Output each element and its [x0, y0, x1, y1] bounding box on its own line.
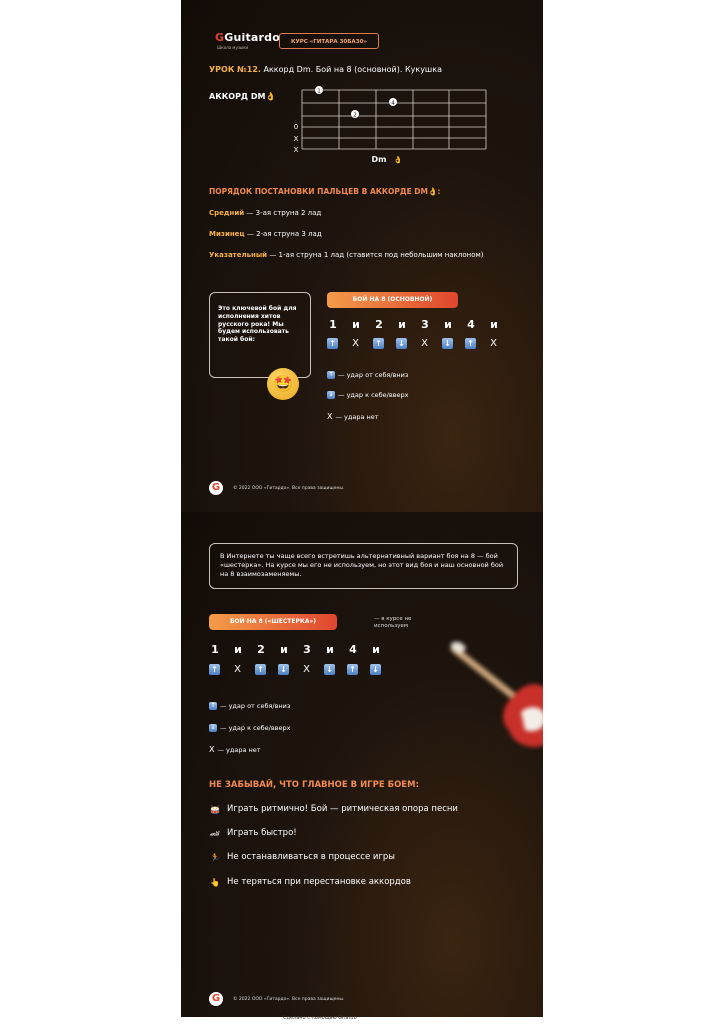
count: и	[372, 643, 380, 656]
finger-dot-1	[315, 86, 323, 94]
finger-item: Средний — 3-ая струна 2 лад	[209, 209, 322, 217]
count: и	[326, 643, 334, 656]
course-badge: КУРС «ГИТАРА 30БАЗ0»	[279, 33, 379, 49]
up-arrow-icon: ↑	[209, 664, 220, 675]
tip-item: 🏃 Не останавливаться в процессе игры	[210, 852, 396, 862]
bottom-credit: Сделано с помощью Gitardo	[283, 1015, 357, 1021]
count: 3	[421, 318, 429, 331]
count: 1	[211, 643, 219, 656]
legend-down: ↑ — удар от себя/вниз	[210, 702, 291, 710]
guitardo-g-icon: G	[209, 481, 223, 495]
finger-item: Указательный — 1-ая струна 1 лад (ставится под небольшим наклоном)	[209, 251, 484, 259]
strum6-pattern	[209, 664, 381, 675]
svg-text:1: 1	[317, 88, 321, 95]
footer-copyright: © 2022 ООО «Гитардо». Все права защищены.	[233, 486, 345, 491]
down-arrow-icon: ↓	[324, 664, 335, 675]
down-arrow-icon: ↓	[370, 664, 381, 675]
muted-string-mark: X	[293, 135, 299, 143]
page-1	[181, 0, 543, 512]
legend-down: ↑ — удар от себя/вниз	[328, 371, 409, 379]
strum6-counts	[206, 643, 385, 656]
strum6-label: БОЙ НА 8 («ШЕСТЕРКА»)	[209, 614, 337, 630]
count: 3	[303, 643, 311, 656]
fingers-heading: ПОРЯДОК ПОСТАНОВКИ ПАЛЬЦЕВ В АККОРДЕ DM👌:	[209, 187, 441, 196]
up-arrow-icon: ↑	[347, 664, 358, 675]
star-struck-icon: 🤩	[267, 368, 299, 400]
svg-text:2: 2	[353, 112, 357, 119]
ok-hand-icon: 👌	[265, 92, 276, 101]
up-arrow-icon: ↑	[328, 371, 334, 378]
count: 1	[329, 318, 337, 331]
no-strike-mark: X	[234, 664, 241, 675]
legend-none: X — удара нет	[327, 412, 379, 421]
ok-hand-icon: 👌	[428, 187, 438, 196]
strum6-note: — в курсе не используем	[374, 616, 412, 630]
down-arrow-icon: ↓	[396, 338, 407, 349]
page-2	[181, 512, 543, 1017]
guitardo-g-icon: G	[209, 992, 223, 1006]
up-arrow-icon: ↑	[465, 338, 476, 349]
logo-subtitle: Школа музыки	[217, 45, 249, 50]
down-arrow-icon: ↓	[328, 391, 334, 398]
tip-item: 🏎 Играть быстро!	[209, 828, 297, 838]
count: и	[352, 318, 360, 331]
tip-item: 🥁 Играть ритмично! Бой — ритмическая опора песни	[210, 804, 458, 814]
no-strike-mark: X	[303, 664, 310, 675]
count: 2	[257, 643, 265, 656]
no-strike-mark: X	[490, 338, 497, 349]
runner-icon: 🏃	[210, 852, 220, 862]
up-arrow-icon: ↑	[327, 338, 338, 349]
muted-string-mark: X	[293, 146, 299, 154]
count: 2	[375, 318, 383, 331]
guitardo-logo: GGuitardo	[215, 31, 281, 44]
count: 4	[467, 318, 475, 331]
ok-hand-icon: 👌	[393, 156, 403, 164]
finger-dot-4	[389, 98, 397, 106]
up-arrow-icon: ↑	[210, 702, 216, 709]
lesson-title: Аккорд Dm. Бой на 8 (основной). Кукушка	[263, 65, 442, 74]
quote-box: Это ключевой бой для исполнения хитов русского рока! Мы будем использовать такой бой:	[209, 292, 311, 378]
count: и	[398, 318, 406, 331]
strum8-pattern	[327, 338, 499, 349]
count: и	[444, 318, 452, 331]
pointing-finger-icon: 👆	[210, 877, 220, 887]
count: и	[234, 643, 242, 656]
info-box: В Интернете ты чаще всего встретишь альтернативный вариант боя на 8 — бой «шестерка». На курсе мы его не используем, но этот вид боя и наш основной бой на 8 взаимозаменяемы.	[209, 543, 518, 589]
svg-text:4: 4	[391, 100, 395, 107]
up-arrow-icon: ↑	[373, 338, 384, 349]
legend-up: ↓ — удар к себе/вверх	[210, 724, 291, 732]
chord-diagram	[181, 0, 543, 170]
remember-heading: НЕ ЗАБЫВАЙ, ЧТО ГЛАВНОЕ В ИГРЕ БОЕМ:	[209, 780, 419, 790]
drum-icon: 🥁	[210, 804, 220, 814]
down-arrow-icon: ↓	[210, 724, 216, 731]
finger-dot-2	[351, 110, 359, 118]
strum8-label: БОЙ НА 8 (ОСНОВНОЙ)	[327, 292, 458, 308]
chord-name: Dm	[371, 155, 387, 164]
legend-none: X — удара нет	[209, 745, 261, 754]
down-arrow-icon: ↓	[442, 338, 453, 349]
no-strike-mark: X	[421, 338, 428, 349]
finger-item: Мизинец — 2-ая струна 3 лад	[209, 230, 322, 238]
lesson-number: УРОК №12.	[209, 65, 261, 74]
down-arrow-icon: ↓	[278, 664, 289, 675]
legend-up: ↓ — удар к себе/вверх	[328, 391, 409, 399]
electric-guitar-image	[451, 642, 543, 752]
count: и	[490, 318, 498, 331]
open-string-mark: 0	[293, 123, 299, 131]
up-arrow-icon: ↑	[255, 664, 266, 675]
count: и	[280, 643, 288, 656]
footer-copyright: © 2022 ООО «Гитардо». Все права защищены.	[233, 997, 345, 1002]
no-strike-mark: X	[352, 338, 359, 349]
chord-title: АККОРД DM👌	[209, 92, 276, 101]
tip-item: 👆 Не теряться при перестановке аккордов	[210, 877, 411, 887]
race-car-icon: 🏎	[209, 828, 221, 838]
strum8-counts	[324, 318, 503, 331]
count: 4	[349, 643, 357, 656]
